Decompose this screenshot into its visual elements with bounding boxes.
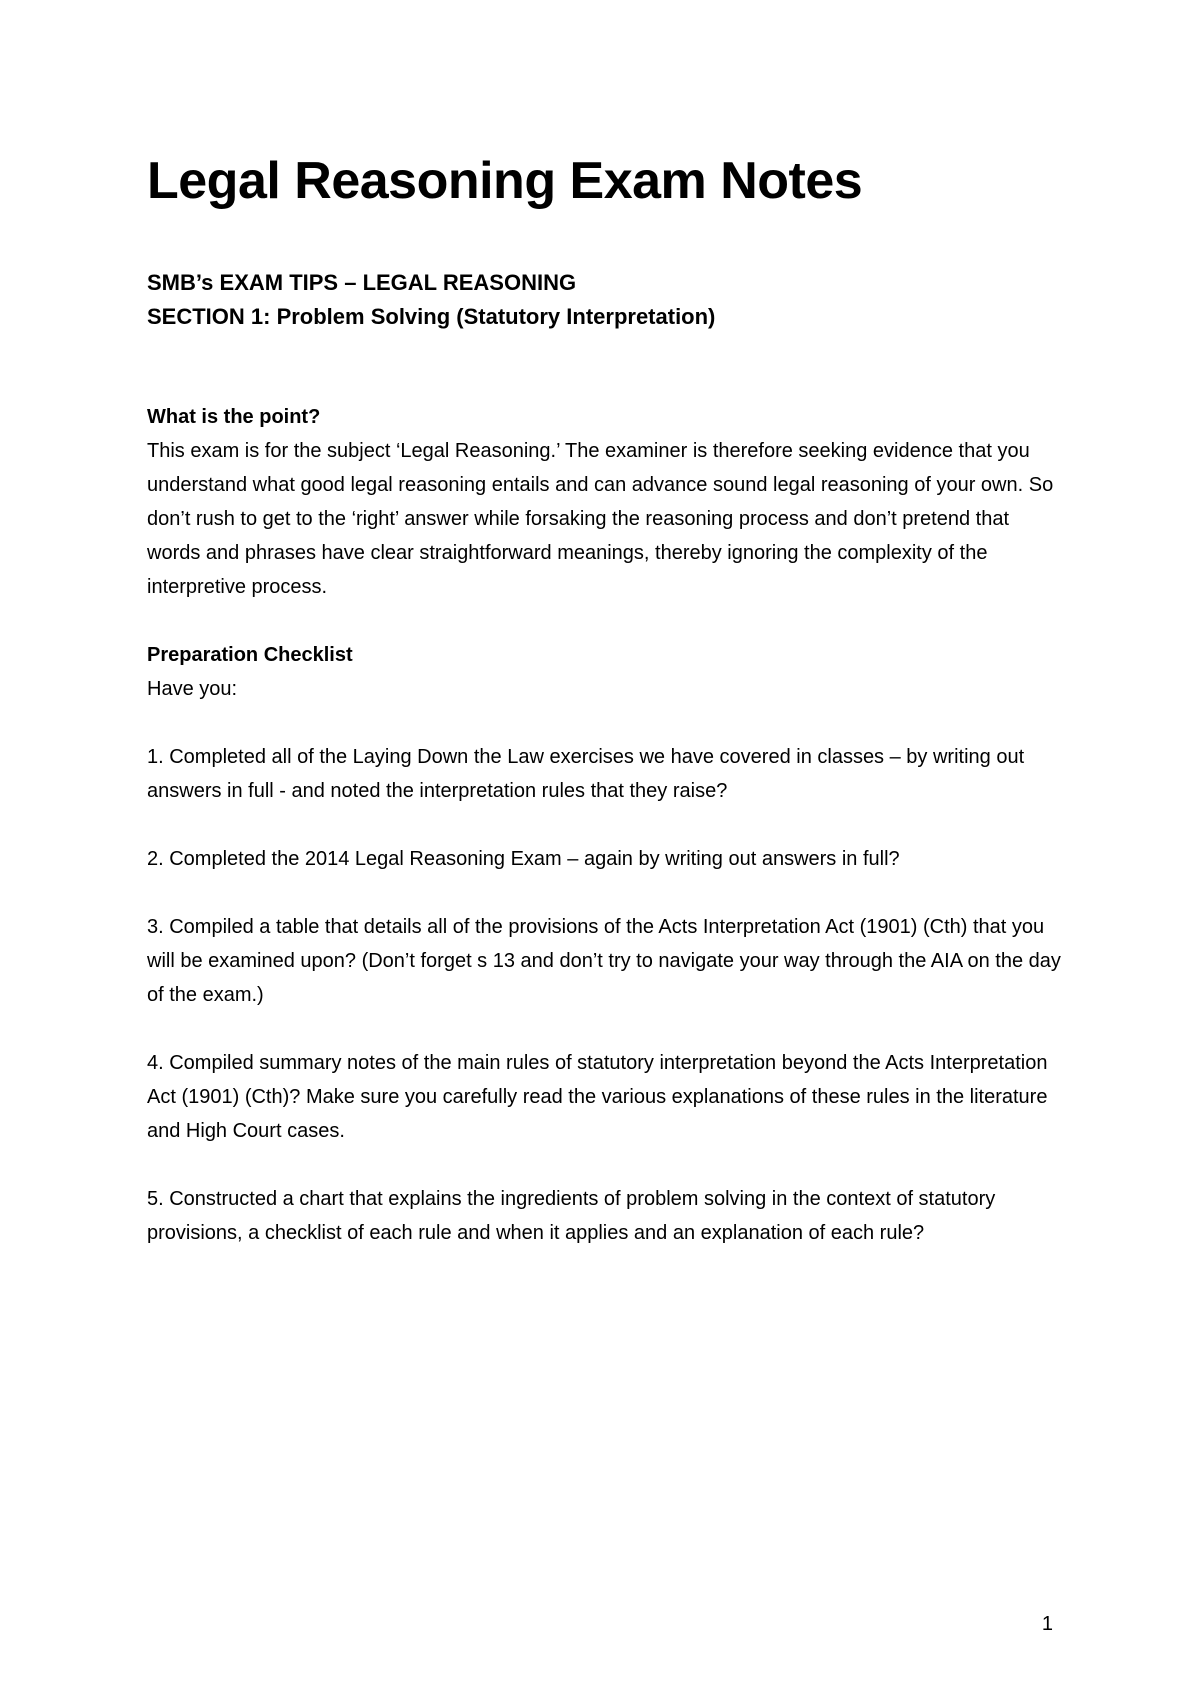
checklist-item-3: 3. Compiled a table that details all of the provisions of the Acts Interpretation Act (1901) (Cth) that you will be examined upon? (Don’t forget s 13 and don’t try to navigate your way through the AIA on the day of the exam.): [147, 916, 1061, 1007]
document-content: [147, 150, 1067, 1250]
checklist-item-1: 1. Completed all of the Laying Down the Law exercises we have covered in classes – by writing out answers in full - and noted the interpretation rules that they raise?: [147, 746, 1025, 803]
spacer: [147, 1012, 1067, 1046]
spacer: [147, 334, 1067, 400]
spacer: [147, 706, 1067, 740]
checklist-item-4: 4. Compiled summary notes of the main rules of statutory interpretation beyond the Acts Interpretation Act (1901) (Cth)? Make sure you carefully read the various explanations of these rules in the literature and High Court cases.: [147, 1052, 1048, 1143]
spacer: [147, 876, 1067, 910]
checklist-intro: Have you:: [147, 678, 238, 701]
checklist-item-2: 2. Completed the 2014 Legal Reasoning Exam – again by writing out answers in full?: [147, 848, 900, 871]
point-paragraph: This exam is for the subject ‘Legal Reasoning.’ The examiner is therefore seeking evidence that you understand what good legal reasoning entails and can advance sound legal reasoning of your own. So don’t rush to get to the ‘right’ answer while forsaking the reasoning process and don’t pretend that words and phrases have clear straightforward meanings, thereby ignoring the complexity of the interpretive process.: [147, 440, 1054, 599]
spacer: [147, 1148, 1067, 1182]
page-number: 1: [1041, 1613, 1053, 1635]
checklist-heading: Preparation Checklist: [147, 644, 353, 667]
point-heading: What is the point?: [147, 406, 321, 429]
spacer: [147, 808, 1067, 842]
checklist-item-5: 5. Constructed a chart that explains the ingredients of problem solving in the context of statutory provisions, a checklist of each rule and when it applies and an explanation of each rule?: [147, 1188, 996, 1245]
document-title: Legal Reasoning Exam Notes: [147, 152, 863, 210]
exam-tips-subheading: SMB’s EXAM TIPS – LEGAL REASONING: [147, 270, 577, 296]
spacer: [147, 604, 1067, 638]
section-subheading: SECTION 1: Problem Solving (Statutory Interpretation): [147, 304, 716, 330]
